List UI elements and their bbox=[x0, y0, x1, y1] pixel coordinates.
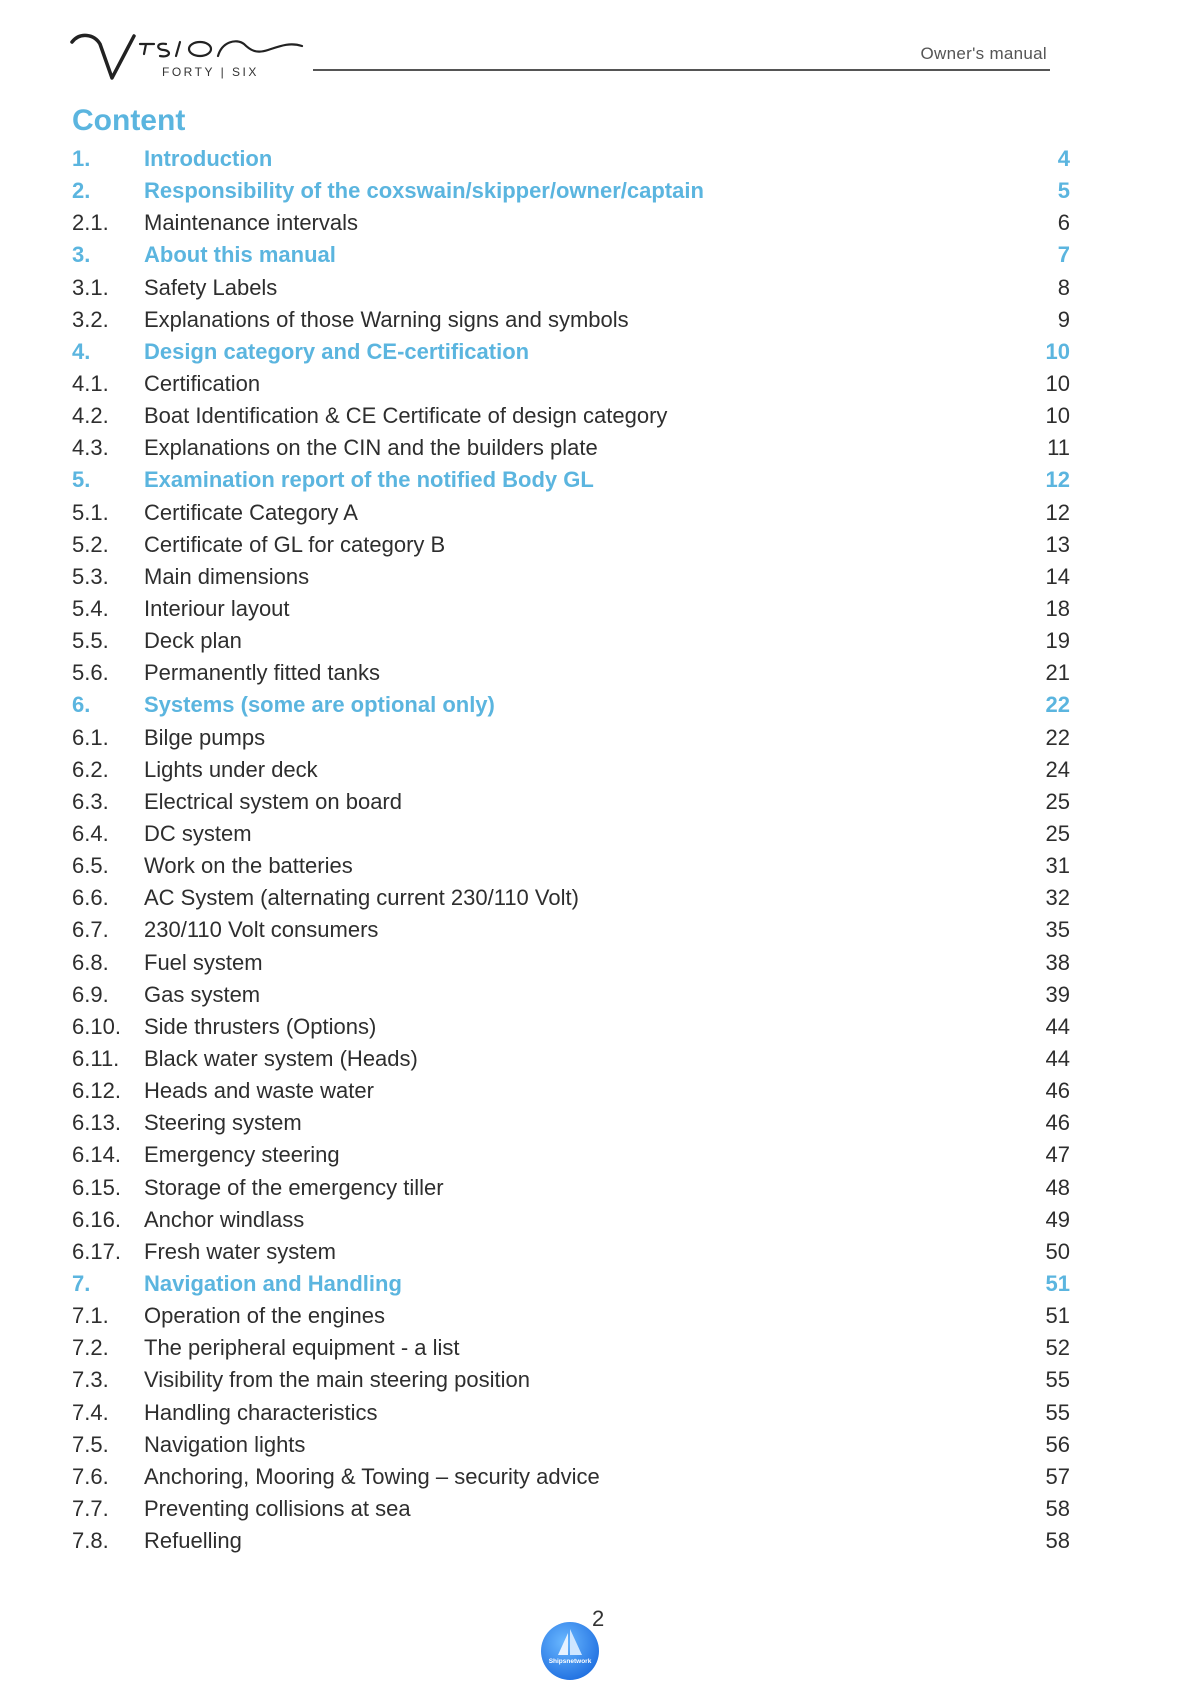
toc-entry-number: 5.5. bbox=[72, 628, 109, 654]
toc-entry-page: 5 bbox=[1057, 178, 1070, 204]
toc-entry-page: 51 bbox=[1045, 1303, 1070, 1329]
toc-entry-number: 6.11. bbox=[72, 1046, 120, 1071]
toc-entry-title: Systems (some are optional only) bbox=[144, 692, 495, 718]
document-type-label: Owner's manual bbox=[920, 44, 1047, 63]
toc-section-entry[interactable] bbox=[72, 1043, 1070, 1075]
toc-entry-title: Emergency steering bbox=[144, 1142, 340, 1168]
vision-logo bbox=[70, 28, 315, 90]
toc-entry-title: Black water system (Heads) bbox=[144, 1046, 418, 1071]
toc-entry-page: 8 bbox=[1057, 274, 1070, 300]
toc-section-entry[interactable] bbox=[72, 561, 1070, 593]
toc-entry-number: 5. bbox=[72, 467, 91, 493]
toc-entry-number: 5.1. bbox=[72, 499, 109, 525]
toc-entry-page: 14 bbox=[1045, 563, 1070, 589]
table-of-contents bbox=[72, 143, 1070, 1557]
toc-entry-title: Steering system bbox=[144, 1110, 302, 1136]
toc-entry-title: Anchoring, Mooring & Towing – security advice bbox=[144, 1463, 600, 1489]
toc-entry-page: 4 bbox=[1057, 146, 1070, 172]
shipsnetwork-badge-icon bbox=[540, 1621, 600, 1681]
toc-entry-number: 5.6. bbox=[72, 660, 109, 686]
toc-entry-page: 25 bbox=[1045, 788, 1070, 814]
toc-section-entry[interactable] bbox=[72, 1075, 1070, 1107]
toc-entry-number: 3. bbox=[72, 242, 91, 268]
toc-entry-page: 46 bbox=[1045, 1078, 1070, 1104]
toc-section-entry[interactable] bbox=[72, 1429, 1070, 1461]
toc-section-entry[interactable] bbox=[72, 1493, 1070, 1525]
toc-entry-page: 12 bbox=[1045, 467, 1070, 493]
toc-entry-number: 3.1. bbox=[72, 274, 109, 300]
toc-entry-page: 31 bbox=[1045, 853, 1070, 879]
toc-entry-page: 22 bbox=[1045, 724, 1070, 750]
toc-entry-title: Lights under deck bbox=[144, 756, 318, 782]
toc-entry-number: 6.10. bbox=[72, 1013, 121, 1039]
toc-section-entry[interactable] bbox=[72, 272, 1070, 304]
toc-chapter-entry[interactable] bbox=[72, 464, 1070, 496]
toc-entry-number: 7.1. bbox=[72, 1303, 109, 1329]
toc-entry-title: Heads and waste water bbox=[144, 1078, 374, 1104]
toc-entry-title: About this manual bbox=[144, 242, 336, 268]
toc-entry-title: Handling characteristics bbox=[144, 1399, 378, 1425]
toc-section-entry[interactable] bbox=[72, 1332, 1070, 1364]
toc-entry-number: 6. bbox=[72, 692, 91, 718]
toc-entry-page: 13 bbox=[1045, 531, 1070, 557]
toc-entry-title: Interiour layout bbox=[144, 596, 290, 622]
toc-entry-page: 10 bbox=[1045, 403, 1070, 429]
toc-section-entry[interactable] bbox=[72, 818, 1070, 850]
toc-entry-title: Side thrusters (Options) bbox=[144, 1013, 377, 1039]
toc-section-entry[interactable] bbox=[72, 657, 1070, 689]
toc-entry-title: Storage of the emergency tiller bbox=[144, 1174, 444, 1200]
toc-section-entry[interactable] bbox=[72, 1236, 1070, 1268]
toc-entry-title: Explanations of those Warning signs and symbols bbox=[144, 306, 629, 332]
toc-entry-page: 18 bbox=[1045, 596, 1070, 622]
toc-entry-page: 22 bbox=[1045, 692, 1070, 718]
toc-entry-page: 6 bbox=[1057, 210, 1070, 236]
toc-entry-title: Gas system bbox=[144, 981, 261, 1007]
toc-entry-title: Operation of the engines bbox=[144, 1303, 385, 1329]
toc-entry-number: 7.5. bbox=[72, 1431, 109, 1457]
toc-entry-title: Safety Labels bbox=[144, 274, 278, 300]
toc-section-entry[interactable] bbox=[72, 1107, 1070, 1139]
toc-entry-number: 6.3. bbox=[72, 788, 109, 814]
toc-chapter-entry[interactable] bbox=[72, 336, 1070, 368]
toc-entry-page: 44 bbox=[1045, 1013, 1070, 1039]
toc-section-entry[interactable] bbox=[72, 432, 1070, 464]
toc-entry-page: 9 bbox=[1057, 306, 1070, 332]
toc-section-entry[interactable] bbox=[72, 593, 1070, 625]
toc-entry-number: 6.6. bbox=[72, 885, 109, 911]
toc-entry-title: DC system bbox=[144, 821, 252, 847]
toc-chapter-entry[interactable] bbox=[72, 143, 1070, 175]
toc-entry-number: 7.6. bbox=[72, 1463, 109, 1489]
toc-entry-number: 6.16. bbox=[72, 1206, 121, 1232]
toc-section-entry[interactable] bbox=[72, 1172, 1070, 1204]
toc-section-entry[interactable] bbox=[72, 754, 1070, 786]
toc-section-entry[interactable] bbox=[72, 1204, 1070, 1236]
toc-section-entry[interactable] bbox=[72, 1525, 1070, 1557]
toc-entry-number: 1. bbox=[72, 146, 91, 172]
toc-entry-page: 38 bbox=[1045, 949, 1070, 975]
toc-section-entry[interactable] bbox=[72, 882, 1070, 914]
toc-entry-page: 50 bbox=[1045, 1238, 1070, 1264]
toc-entry-number: 5.4. bbox=[72, 596, 109, 622]
toc-section-entry[interactable] bbox=[72, 400, 1070, 432]
toc-entry-title: Boat Identification & CE Certificate of design category bbox=[144, 403, 668, 429]
toc-entry-page: 11 bbox=[1047, 435, 1070, 461]
toc-entry-page: 52 bbox=[1045, 1335, 1070, 1361]
toc-entry-title: Explanations on the CIN and the builders plate bbox=[144, 435, 598, 461]
toc-entry-page: 49 bbox=[1045, 1206, 1070, 1232]
toc-section-entry[interactable] bbox=[72, 1396, 1070, 1428]
toc-entry-page: 21 bbox=[1045, 660, 1070, 686]
toc-entry-number: 7.4. bbox=[72, 1399, 109, 1425]
toc-entry-number: 4.3. bbox=[72, 435, 109, 461]
toc-entry-title: Certificate Category A bbox=[144, 499, 358, 525]
badge-text: Shipsnetwork bbox=[548, 1658, 592, 1665]
toc-chapter-entry[interactable] bbox=[72, 689, 1070, 721]
toc-section-entry[interactable] bbox=[72, 1011, 1070, 1043]
toc-section-entry[interactable] bbox=[72, 304, 1070, 336]
toc-entry-number: 6.7. bbox=[72, 917, 109, 943]
toc-entry-number: 6.1. bbox=[72, 724, 109, 750]
toc-entry-page: 24 bbox=[1045, 756, 1070, 782]
toc-entry-number: 3.2. bbox=[72, 306, 109, 332]
toc-section-entry[interactable] bbox=[72, 1461, 1070, 1493]
toc-section-entry[interactable] bbox=[72, 786, 1070, 818]
toc-section-entry[interactable] bbox=[72, 529, 1070, 561]
toc-entry-title: Bilge pumps bbox=[144, 724, 266, 750]
toc-entry-number: 7.7. bbox=[72, 1495, 109, 1521]
toc-entry-page: 10 bbox=[1045, 338, 1070, 364]
toc-entry-page: 57 bbox=[1045, 1463, 1070, 1489]
page-number: 2 bbox=[592, 1606, 605, 1631]
page-header bbox=[0, 0, 1190, 100]
toc-entry-page: 19 bbox=[1045, 628, 1070, 654]
toc-entry-title: Anchor windlass bbox=[144, 1206, 305, 1232]
toc-entry-page: 39 bbox=[1045, 981, 1070, 1007]
toc-section-entry[interactable] bbox=[72, 1364, 1070, 1396]
toc-chapter-entry[interactable] bbox=[72, 239, 1070, 271]
toc-entry-title: Introduction bbox=[144, 146, 273, 172]
toc-section-entry[interactable] bbox=[72, 625, 1070, 657]
toc-entry-title: Refuelling bbox=[144, 1528, 242, 1554]
toc-entry-title: Maintenance intervals bbox=[144, 210, 359, 236]
toc-entry-title: Work on the batteries bbox=[144, 853, 353, 879]
toc-entry-number: 6.2. bbox=[72, 756, 109, 782]
toc-entry-title: Main dimensions bbox=[144, 563, 310, 589]
toc-entry-title: Certificate of GL for category B bbox=[144, 531, 446, 557]
toc-section-entry[interactable] bbox=[72, 1300, 1070, 1332]
toc-section-entry[interactable] bbox=[72, 1139, 1070, 1171]
toc-chapter-entry[interactable] bbox=[72, 175, 1070, 207]
toc-entry-title: Visibility from the main steering position bbox=[144, 1367, 530, 1393]
toc-entry-page: 55 bbox=[1045, 1367, 1070, 1393]
toc-entry-number: 6.17. bbox=[72, 1238, 121, 1264]
toc-entry-page: 10 bbox=[1045, 371, 1070, 397]
toc-entry-number: 6.8. bbox=[72, 949, 109, 975]
toc-entry-title: 230/110 Volt consumers bbox=[144, 917, 379, 943]
toc-entry-page: 56 bbox=[1045, 1431, 1070, 1457]
toc-entry-number: 6.4. bbox=[72, 821, 109, 847]
header-rule bbox=[313, 69, 1050, 71]
toc-entry-number: 7. bbox=[72, 1270, 91, 1296]
toc-entry-title: Permanently fitted tanks bbox=[144, 660, 381, 686]
toc-entry-number: 5.3. bbox=[72, 563, 109, 589]
toc-entry-page: 51 bbox=[1045, 1270, 1070, 1296]
toc-entry-number: 2. bbox=[72, 178, 91, 204]
toc-entry-title: Navigation lights bbox=[144, 1431, 306, 1457]
toc-entry-page: 7 bbox=[1057, 242, 1070, 268]
toc-entry-title: The peripheral equipment - a list bbox=[144, 1335, 460, 1361]
toc-entry-title: Navigation and Handling bbox=[144, 1270, 402, 1296]
toc-entry-page: 44 bbox=[1045, 1046, 1070, 1071]
toc-entry-page: 58 bbox=[1045, 1495, 1070, 1521]
toc-entry-title: Design category and CE-certification bbox=[144, 338, 530, 364]
toc-section-entry[interactable] bbox=[72, 497, 1070, 529]
toc-entry-number: 6.15. bbox=[72, 1174, 121, 1200]
toc-entry-title: AC System (alternating current 230/110 Volt) bbox=[144, 885, 579, 911]
toc-entry-page: 46 bbox=[1045, 1110, 1070, 1136]
toc-entry-number: 6.14. bbox=[72, 1142, 121, 1168]
toc-section-entry[interactable] bbox=[72, 914, 1070, 946]
toc-entry-page: 25 bbox=[1045, 821, 1070, 847]
toc-title: Content bbox=[72, 104, 186, 137]
toc-entry-page: 48 bbox=[1045, 1174, 1070, 1200]
toc-entry-number: 6.9. bbox=[72, 981, 109, 1007]
logo-subtitle: FORTY | SIX bbox=[162, 65, 259, 79]
toc-entry-title: Preventing collisions at sea bbox=[144, 1495, 411, 1521]
toc-entry-page: 32 bbox=[1045, 885, 1070, 911]
toc-section-entry[interactable] bbox=[72, 850, 1070, 882]
toc-entry-title: Deck plan bbox=[144, 628, 242, 654]
toc-entry-number: 4. bbox=[72, 338, 91, 364]
toc-entry-number: 7.2. bbox=[72, 1335, 109, 1361]
toc-entry-page: 47 bbox=[1045, 1142, 1070, 1168]
toc-section-entry[interactable] bbox=[72, 722, 1070, 754]
toc-entry-number: 2.1. bbox=[72, 210, 109, 236]
toc-entry-title: Electrical system on board bbox=[144, 788, 402, 814]
toc-entry-number: 6.13. bbox=[72, 1110, 121, 1136]
toc-section-entry[interactable] bbox=[72, 207, 1070, 239]
toc-section-entry[interactable] bbox=[72, 979, 1070, 1011]
toc-entry-number: 5.2. bbox=[72, 531, 109, 557]
toc-entry-title: Fresh water system bbox=[144, 1238, 336, 1264]
toc-entry-title: Examination report of the notified Body GL bbox=[144, 467, 594, 493]
toc-entry-number: 6.5. bbox=[72, 853, 109, 879]
toc-entry-number: 4.2. bbox=[72, 403, 109, 429]
toc-entry-title: Certification bbox=[144, 371, 261, 397]
toc-entry-page: 35 bbox=[1045, 917, 1070, 943]
toc-entry-title: Responsibility of the coxswain/skipper/owner/captain bbox=[144, 178, 704, 204]
toc-entry-number: 7.3. bbox=[72, 1367, 109, 1393]
toc-entry-number: 7.8. bbox=[72, 1528, 109, 1554]
toc-entry-number: 6.12. bbox=[72, 1078, 121, 1104]
toc-entry-page: 58 bbox=[1045, 1528, 1070, 1554]
toc-chapter-entry[interactable] bbox=[72, 1268, 1070, 1300]
toc-section-entry[interactable] bbox=[72, 947, 1070, 979]
toc-entry-title: Fuel system bbox=[144, 949, 263, 975]
toc-entry-page: 12 bbox=[1045, 499, 1070, 525]
toc-entry-page: 55 bbox=[1045, 1399, 1070, 1425]
toc-section-entry[interactable] bbox=[72, 368, 1070, 400]
toc-entry-number: 4.1. bbox=[72, 371, 109, 397]
